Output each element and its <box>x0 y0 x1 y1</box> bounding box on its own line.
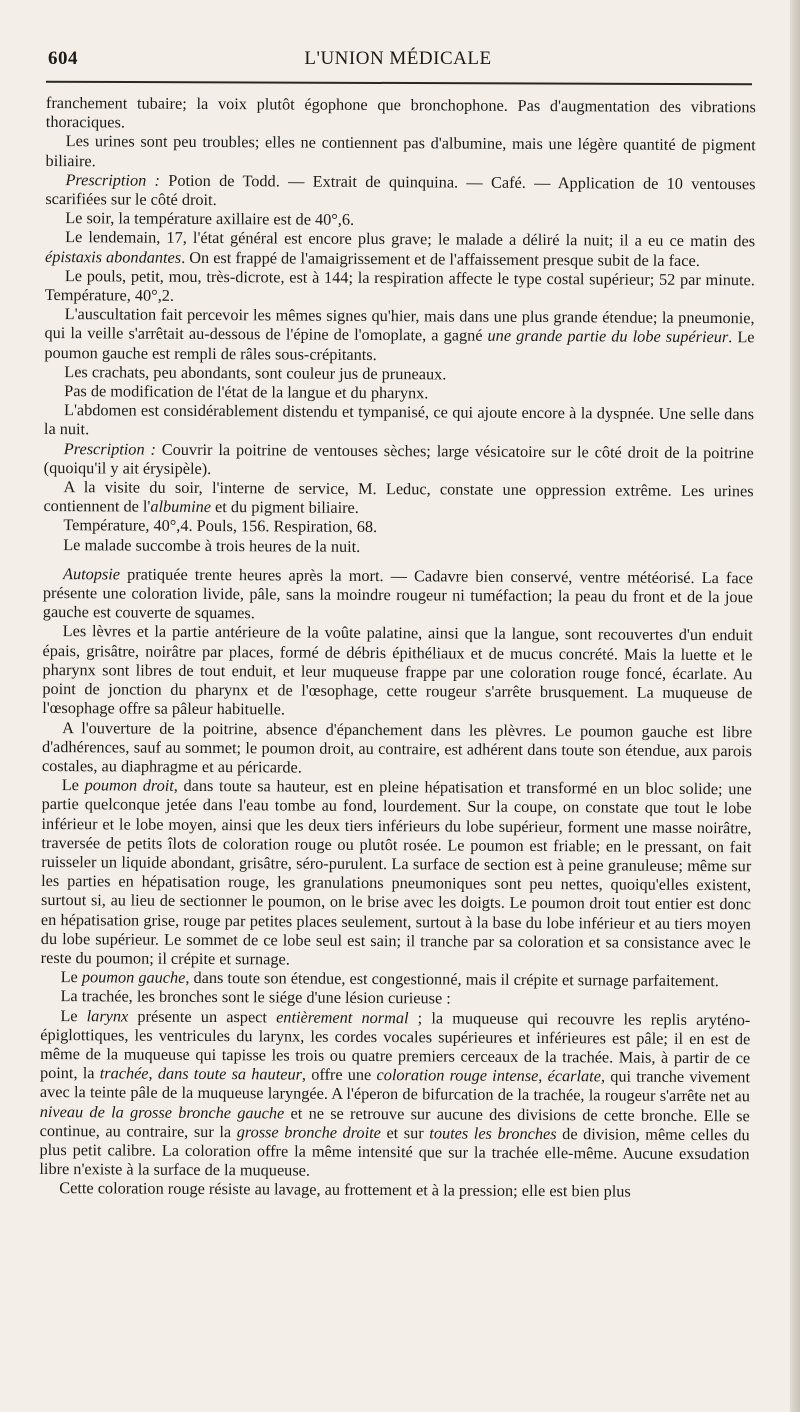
paragraph <box>43 564 753 626</box>
text-run: et du pigment biliaire. <box>210 497 359 518</box>
text-run: La trachée, les bronches sont le siége d'une lésion curieuse : <box>60 986 451 1008</box>
text-run: Les lèvres et la partie antérieure de la voûte palatine, ainsi que la langue, sont recouvertes d'un enduit épais, grisâtre, noirâtre par places, formé de débris épithéliaux et de mucus concrété. Mais la luette et le pharynx sont libres de tout enduit, et leur muqueuse frappe par une coloration rouge foncé, écarlate. Au point de jonction du pharynx et de l'œsophage, cette rougeur s'arrête brusquement. La muqueuse de l'œsophage offre sa pâleur habituelle. <box>42 621 753 719</box>
text-run: Le malade succombe à trois heures de la nuit. <box>63 534 361 556</box>
text-run: . On est frappé de l'amaigrissement et de l'affaissement presque subit de la face. <box>181 247 700 270</box>
paragraph <box>45 227 755 270</box>
paragraph <box>42 621 753 721</box>
text-run: Le soir, la température axillaire est de 40°,6. <box>65 208 355 230</box>
paragraph <box>41 775 752 971</box>
italic-run: coloration rouge intense, écarlate <box>376 1065 602 1086</box>
italic-run: niveau de la grosse bronche gauche <box>39 1101 285 1123</box>
text-run: présente un aspect <box>128 1006 277 1026</box>
text-run: de division, même celles du plus petit calibre. La coloration offre la même intensité que sur la trachée elle-même. Aucune exsudation libre n'existe à la surface de la muqueuse. <box>39 1123 750 1180</box>
paragraph <box>43 535 753 559</box>
text-run: pratiquée trente heures après la mort. — Cadavre bien conservé, ventre météorisé. La face présente une coloration livide, pâle, sans la moindre rougeur ni tuméfaction; la peau du front et de la joue gauche est couverte de squames. <box>42 564 754 623</box>
paragraph <box>44 400 754 443</box>
header-rule <box>46 81 752 85</box>
text-run: Le <box>60 1005 87 1025</box>
page-number: 604 <box>48 48 78 69</box>
text-run: L'abdomen est considérablement distendu et tympanisé, ce qui ajoute encore à la dyspnée. Une selle dans la nuit. <box>43 400 755 439</box>
text-run: , qui tranche vivement avec la teinte pâle de la muqueuse laryngée. A l'éperon de bifurcation de la trachée, la rougeur s'arrête net au <box>39 1066 751 1106</box>
body-text <box>39 93 756 1202</box>
paragraph <box>45 266 755 309</box>
running-header <box>48 44 748 76</box>
paragraph <box>44 304 754 366</box>
italic-run: toutes les bronches <box>429 1123 557 1143</box>
italic-run: grosse bronche droite <box>236 1121 381 1142</box>
page-edge <box>790 0 800 1412</box>
text-run: . Le poumon gauche est rempli de râles sous-crépitants. <box>44 327 755 364</box>
paragraph <box>39 1006 750 1183</box>
italic-run: une grande partie du lobe supérieur <box>487 326 729 347</box>
text-run: ; la muqueuse qui recouvre les replis aryténo-épiglottiques, les ventricules du larynx, les cordes vocales supérieures et inférieures est pâle; il en est de même de la muqueuse qui tapisse les trois ou quatre premiers cerceaux de la trachée. Mais, à partir de ce point, la <box>39 1007 751 1083</box>
text-run: , dans toute son étendue, est congestionné, mais il crépite et surnage parfaitement. <box>185 968 719 991</box>
italic-run: trachée, dans toute sa hauteur <box>99 1063 303 1084</box>
paragraph <box>44 439 754 482</box>
running-title: L'UNION MÉDICALE <box>304 48 492 69</box>
text-run: A la visite du soir, l'interne de service, M. Leduc, constate une oppression extrême. Les urines contiennent de l' <box>43 477 754 516</box>
text-run: Les urines sont peu troubles; elles ne contiennent pas d'albumine, mais une légère quantité de pigment biliaire. <box>45 131 756 170</box>
paragraph <box>45 170 755 213</box>
text-run: Couvrir la poitrine de ventouses sèches; large vésicatoire sur le côté droit de la poitrine (quoiqu'il y ait érysipèle). <box>43 439 754 478</box>
text-run: Température, 40°,4. Pouls, 156. Respiration, 68. <box>63 515 378 537</box>
text-run: et ne se retrouve sur aucune des divisions de cette bronche. Elle se continue, au contraire, sur la <box>39 1103 750 1141</box>
text-run: Le pouls, petit, mou, très-dicrote, est à 144; la respiration affecte le type costal supérieur; 52 par minute. Température, 40°,2. <box>44 265 755 305</box>
text-run: franchement tubaire; la voix plutôt égophone que bronchophone. Pas d'augmentation des vibrations thoraciques. <box>45 93 756 132</box>
text-run: L'auscultation fait percevoir les mêmes signes qu'hier, mais dans une plus grande étendue; la pneumonie, qui la veille s'arrêtait au-dessous de l'épine de l'omoplate, a gagné <box>44 304 755 346</box>
text-run: A l'ouverture de la poitrine, absence d'épanchement dans les plèvres. Le poumon gauche est libre d'adhérences, sauf au sommet; le poumon droit, au contraire, est adhérent dans toute son étendue, aux parois costales, au diaphragme et au péricarde. <box>41 717 753 777</box>
text-run: et sur <box>380 1122 430 1143</box>
italic-run: poumon droit <box>84 775 174 795</box>
text-run: Pas de modification de l'état de la langue et du pharynx. <box>64 381 429 403</box>
text-run: Le <box>60 967 82 987</box>
paragraph <box>43 477 753 520</box>
text-run: Les crachats, peu abondants, sont couleur jus de pruneaux. <box>64 361 447 384</box>
text-run: , dans toute sa hauteur, est en pleine hépatisation et transformé en un bloc solide; une partie quelconque jetée dans l'eau tombe au fond, lourdement. Sur la coupe, on constate que tout le lobe inférieur et le lobe moyen, ainsi que les deux tiers inférieurs du lobe supérieur, forment une masse noirâtre, traversée de petits îlots de coloration rouge ou plutôt rosée. Le poumon est friable; en le pressant, on fait ruisseler un liquide abondant, grisâtre, séro-purulent. La surface de section est à peine granuleuse; même sur les parties en hépatisation rouge, les granulations pneumoniques sont peu nettes, quoiqu'elles existent, surtout si, au lieu de sectionner le poumon, on le brise avec les doigts. Le poumon droit tout entier est donc en hépatisation grise, rouge par petites places seulement, surtout à la base du lobe inférieur et au tiers moyen du lobe supérieur. Le sommet de ce lobe seul est sain; il tranche par sa coloration et sa consistance avec le reste du poumon; il crépite et surnage. <box>40 775 752 969</box>
italic-run: Prescription : <box>65 169 161 190</box>
italic-run: Prescription : <box>63 438 156 459</box>
italic-run: albumine <box>150 496 212 517</box>
italic-run: épistaxis abondantes <box>44 246 182 267</box>
paragraph <box>42 717 752 779</box>
text-run: , offre une <box>301 1064 377 1085</box>
text-run: Le <box>61 775 85 795</box>
text-run: Le lendemain, 17, l'état général est encore plus grave; le malade a déliré la nuit; il a eu ce matin des <box>65 227 756 251</box>
paragraph <box>46 131 756 174</box>
paragraph <box>39 1178 749 1202</box>
text-run: Cette coloration rouge résiste au lavage, au frottement et à la pression; elle est bien plus <box>59 1178 631 1201</box>
italic-run: entièrement normal <box>276 1006 409 1027</box>
italic-run: Autopsie <box>63 563 121 584</box>
italic-run: larynx <box>86 1005 129 1026</box>
paragraph <box>46 93 756 136</box>
italic-run: poumon gauche <box>81 967 186 988</box>
text-run: Potion de Todd. — Extrait de quinquina. — Café. — Application de 10 ventouses scarifiées sur le côté droit. <box>45 170 756 210</box>
